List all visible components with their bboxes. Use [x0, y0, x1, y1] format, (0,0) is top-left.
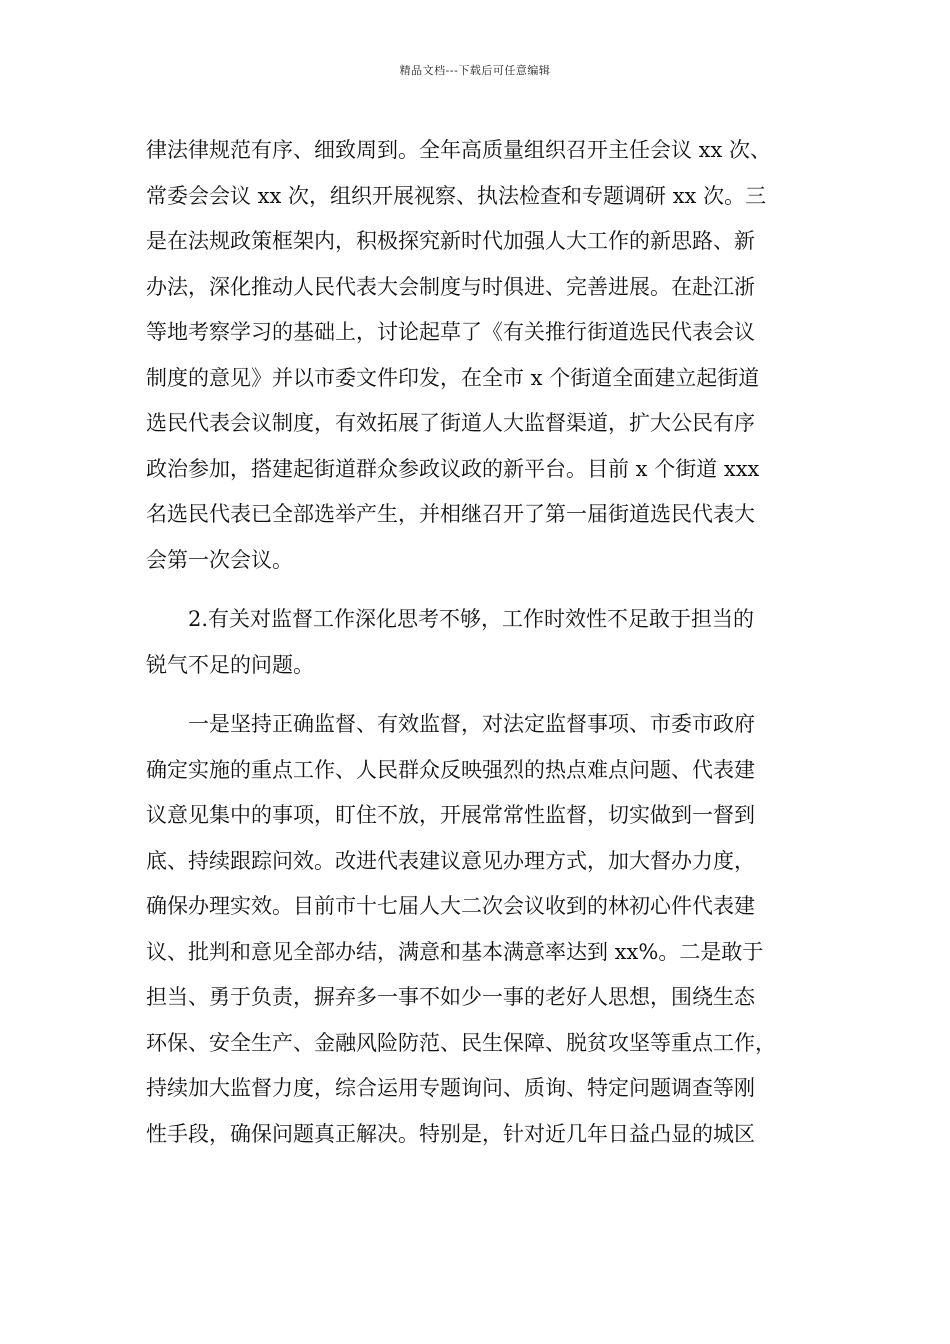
text-line: 政治参加，搭建起街道群众参政议政的新平台。目前 x 个街道 xxx — [146, 456, 760, 481]
text-line: 确保办理实效。目前市十七届人大二次会议收到的林初心件代表建 — [146, 894, 755, 918]
text-line: 常委会会议 xx 次，组织开展视察、执法检查和专题调研 xx 次。三 — [146, 183, 767, 208]
page-header: 精品文档---下载后可任意编辑 — [399, 64, 551, 77]
text-line: 等地考察学习的基础上，讨论起草了《有关推行街道选民代表会议 — [146, 320, 755, 344]
text-line: 环保、安全生产、金融风险防范、民生保障、脱贫攻坚等重点工作， — [146, 1030, 776, 1055]
text-line: 会第一次会议。 — [146, 547, 293, 572]
text-line: 持续加大监督力度，综合运用专题询问、质询、特定问题调查等刚 — [146, 1076, 755, 1100]
text-line: 选民代表会议制度，有效拓展了街道人大监督渠道，扩大公民有序 — [146, 411, 755, 435]
text-line: 律法律规范有序、细致周到。全年高质量组织召开主任会议 xx 次、 — [146, 138, 772, 162]
document-body — [146, 128, 806, 1157]
text-line: 名选民代表已全部选举产生，并相继召开了第一届街道选民代表大 — [146, 502, 755, 526]
text-line: 确定实施的重点工作、人民群众反映强烈的热点难点问题、代表建 — [146, 757, 755, 782]
text-line: 性手段，确保问题真正解决。特别是，针对近几年日益凸显的城区 — [146, 1121, 755, 1146]
text-line: 办法，深化推动人民代表大会制度与时俱进、完善进展。在赴江浙 — [146, 274, 755, 299]
text-line: 担当、勇于负责，摒弃多一事不如少一事的老好人思想，围绕生态 — [146, 985, 755, 1009]
text-line: 是在法规政策框架内，积极探究新时代加强人大工作的新思路、新 — [146, 229, 755, 253]
text-line: 底、持续跟踪问效。改进代表建议意见办理方式，加大督办力度， — [146, 848, 755, 873]
text-line: 制度的意见》并以市委文件印发，在全市 x 个街道全面建立起街道 — [146, 365, 760, 390]
text-line: 锐气不足的问题。 — [146, 652, 314, 677]
text-line: 一是坚持正确监督、有效监督，对法定监督事项、市委市政府 — [188, 712, 755, 736]
text-line: 2.有关对监督工作深化思考不够，工作时效性不足敢于担当的 — [188, 607, 755, 631]
text-line: 议意见集中的事项，盯住不放，开展常常性监督，切实做到一督到 — [146, 803, 755, 827]
text-line: 议、批判和意见全部办结，满意和基本满意率达到 xx%。二是敢于 — [146, 939, 764, 964]
